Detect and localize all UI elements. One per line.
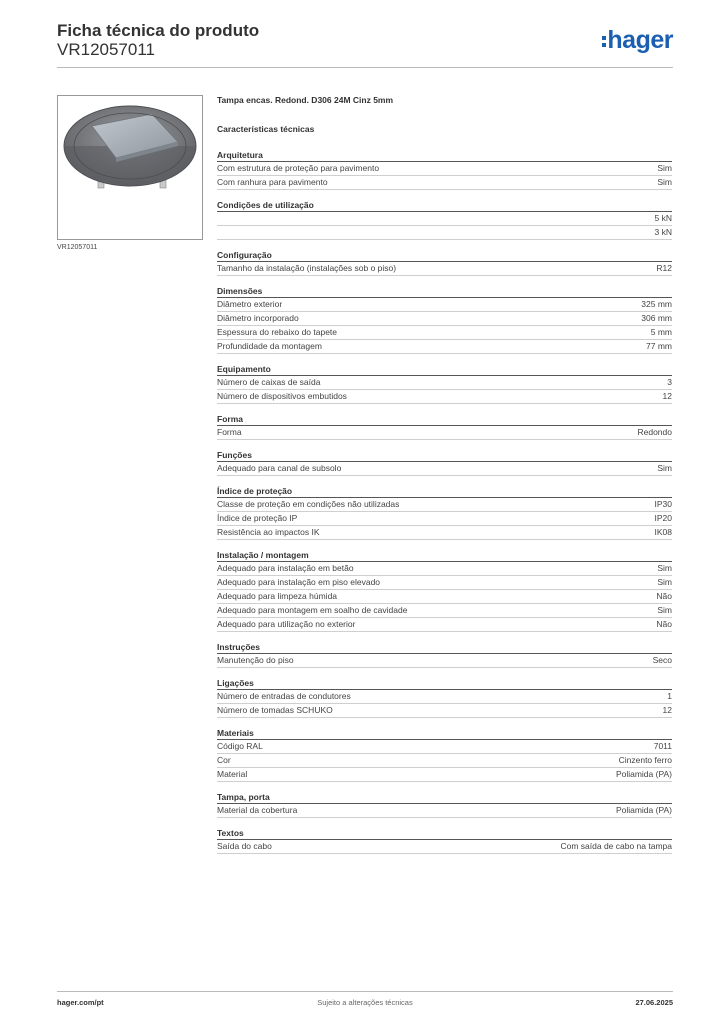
- section-title: Textos: [217, 827, 672, 840]
- spec-label: Código RAL: [217, 741, 263, 751]
- spec-value: 325 mm: [641, 299, 672, 309]
- spec-label: Profundidade da montagem: [217, 341, 322, 351]
- spec-label: Diâmetro exterior: [217, 299, 283, 309]
- spec-row: [217, 340, 672, 354]
- spec-section: [217, 485, 672, 540]
- spec-row: [217, 526, 672, 540]
- spec-label: Material da cobertura: [217, 805, 298, 815]
- spec-row: [217, 768, 672, 782]
- spec-value: Não: [656, 619, 672, 629]
- spec-row: [217, 176, 672, 190]
- spec-row: [217, 840, 672, 854]
- spec-row: [217, 512, 672, 526]
- spec-section: [217, 727, 672, 782]
- page-header: [57, 20, 673, 68]
- spec-row: [217, 654, 672, 668]
- section-title: Equipamento: [217, 363, 672, 376]
- spec-value: 5 mm: [650, 327, 672, 337]
- section-title: Tampa, porta: [217, 791, 672, 804]
- spec-row: [217, 226, 672, 240]
- section-title: Dimensões: [217, 285, 672, 298]
- spec-row: [217, 298, 672, 312]
- spec-row: [217, 740, 672, 754]
- spec-value: 77 mm: [646, 341, 672, 351]
- spec-row: [217, 576, 672, 590]
- spec-section: [217, 791, 672, 818]
- spec-label: Número de caixas de saída: [217, 377, 321, 387]
- spec-row: [217, 162, 672, 176]
- spec-value: IK08: [654, 527, 672, 537]
- spec-label: Adequado para limpeza húmida: [217, 591, 338, 601]
- spec-value: Com saída de cabo na tampa: [560, 841, 672, 851]
- page-title: Ficha técnica do produto: [57, 21, 260, 40]
- section-title: Materiais: [217, 727, 672, 740]
- section-title: Arquitetura: [217, 149, 672, 162]
- spec-label: Cor: [217, 755, 231, 765]
- spec-label: Com estrutura de proteção para pavimento: [217, 163, 380, 173]
- spec-label: Tamanho da instalação (instalações sob o piso): [217, 263, 397, 273]
- spec-value: Sim: [657, 577, 672, 587]
- footer-date: 27.06.2025: [635, 998, 673, 1007]
- spec-value: Poliamida (PA): [615, 805, 672, 815]
- spec-row: [217, 212, 672, 226]
- characteristics-title: Características técnicas: [217, 124, 315, 134]
- section-title: Índice de proteção: [217, 485, 672, 498]
- spec-row: [217, 690, 672, 704]
- spec-row: [217, 262, 672, 276]
- product-name: Tampa encas. Redond. D306 24M Cinz 5mm: [217, 95, 394, 105]
- spec-label: Adequado para instalação em betão: [217, 563, 354, 573]
- spec-value: 12: [662, 705, 672, 715]
- spec-value: Poliamida (PA): [615, 769, 672, 779]
- footer-divider: [57, 991, 673, 992]
- section-title: Condições de utilização: [217, 199, 672, 212]
- spec-row: [217, 590, 672, 604]
- section-title: Ligações: [217, 677, 672, 690]
- spec-row: [217, 804, 672, 818]
- spec-sections: [217, 149, 672, 854]
- photo-caption: VR12057011: [57, 244, 98, 251]
- spec-row: [217, 498, 672, 512]
- spec-value: Sim: [657, 163, 672, 173]
- product-code: VR12057011: [57, 40, 155, 59]
- product-photo: [57, 95, 203, 240]
- spec-label: Índice de proteção IP: [217, 513, 298, 523]
- spec-section: [217, 413, 672, 440]
- spec-value: Sim: [657, 563, 672, 573]
- spec-label: Adequado para utilização no exterior: [217, 619, 356, 629]
- spec-content: [217, 95, 672, 863]
- spec-label: Adequado para canal de subsolo: [217, 463, 342, 473]
- spec-row: [217, 390, 672, 404]
- spec-section: [217, 249, 672, 276]
- spec-label: Material: [217, 769, 248, 779]
- spec-value: Sim: [657, 605, 672, 615]
- spec-label: Com ranhura para pavimento: [217, 177, 328, 187]
- spec-value: 306 mm: [641, 313, 672, 323]
- floor-box-cover-icon: [58, 96, 202, 239]
- spec-value: Seco: [652, 655, 672, 665]
- spec-row: [217, 376, 672, 390]
- spec-label: Diâmetro incorporado: [217, 313, 299, 323]
- spec-section: [217, 677, 672, 718]
- spec-value: Não: [656, 591, 672, 601]
- spec-section: [217, 199, 672, 240]
- spec-label: Número de dispositivos embutidos: [217, 391, 347, 401]
- spec-section: [217, 285, 672, 354]
- spec-label: Manutenção do piso: [217, 655, 294, 665]
- spec-value: 1: [667, 691, 672, 701]
- logo-dots-icon: [602, 33, 606, 50]
- section-title: Instalação / montagem: [217, 549, 672, 562]
- spec-label: Saída do cabo: [217, 841, 272, 851]
- spec-label: Número de tomadas SCHUKO: [217, 705, 333, 715]
- spec-value: Sim: [657, 463, 672, 473]
- spec-row: [217, 604, 672, 618]
- spec-label: Adequado para instalação em piso elevado: [217, 577, 381, 587]
- footer-website-link[interactable]: hager.com/pt: [57, 998, 104, 1007]
- spec-row: [217, 754, 672, 768]
- spec-value: 3 kN: [654, 227, 672, 237]
- spec-label: Resistência ao impactos IK: [217, 527, 320, 537]
- spec-row: [217, 562, 672, 576]
- spec-label: Espessura do rebaixo do tapete: [217, 327, 338, 337]
- spec-section: [217, 827, 672, 854]
- section-title: Funções: [217, 449, 672, 462]
- logo-text: hager: [607, 26, 673, 54]
- footer-notice: Sujeito a alterações técnicas: [317, 998, 413, 1007]
- spec-section: [217, 149, 672, 190]
- spec-label: Forma: [217, 427, 242, 437]
- spec-value: IP20: [654, 513, 672, 523]
- spec-section: [217, 363, 672, 404]
- spec-value: Cinzento ferro: [618, 755, 672, 765]
- section-title: Configuração: [217, 249, 672, 262]
- spec-section: [217, 641, 672, 668]
- section-title: Forma: [217, 413, 672, 426]
- spec-label: Classe de proteção em condições não utilizadas: [217, 499, 400, 509]
- header-divider: [57, 67, 673, 68]
- spec-value: Redondo: [637, 427, 672, 437]
- spec-value: R12: [656, 263, 672, 273]
- spec-label: Número de entradas de condutores: [217, 691, 351, 701]
- spec-row: [217, 704, 672, 718]
- spec-value: 7011: [653, 741, 672, 751]
- spec-value: 5 kN: [654, 213, 672, 223]
- spec-label: Adequado para montagem em soalho de cavidade: [217, 605, 408, 615]
- spec-row: [217, 426, 672, 440]
- spec-section: [217, 449, 672, 476]
- spec-section: [217, 549, 672, 632]
- spec-value: Sim: [657, 177, 672, 187]
- spec-row: [217, 462, 672, 476]
- spec-value: 3: [667, 377, 672, 387]
- spec-row: [217, 326, 672, 340]
- hager-logo[interactable]: [602, 26, 673, 55]
- section-title: Instruções: [217, 641, 672, 654]
- spec-value: IP30: [654, 499, 672, 509]
- spec-row: [217, 618, 672, 632]
- spec-row: [217, 312, 672, 326]
- spec-value: 12: [662, 391, 672, 401]
